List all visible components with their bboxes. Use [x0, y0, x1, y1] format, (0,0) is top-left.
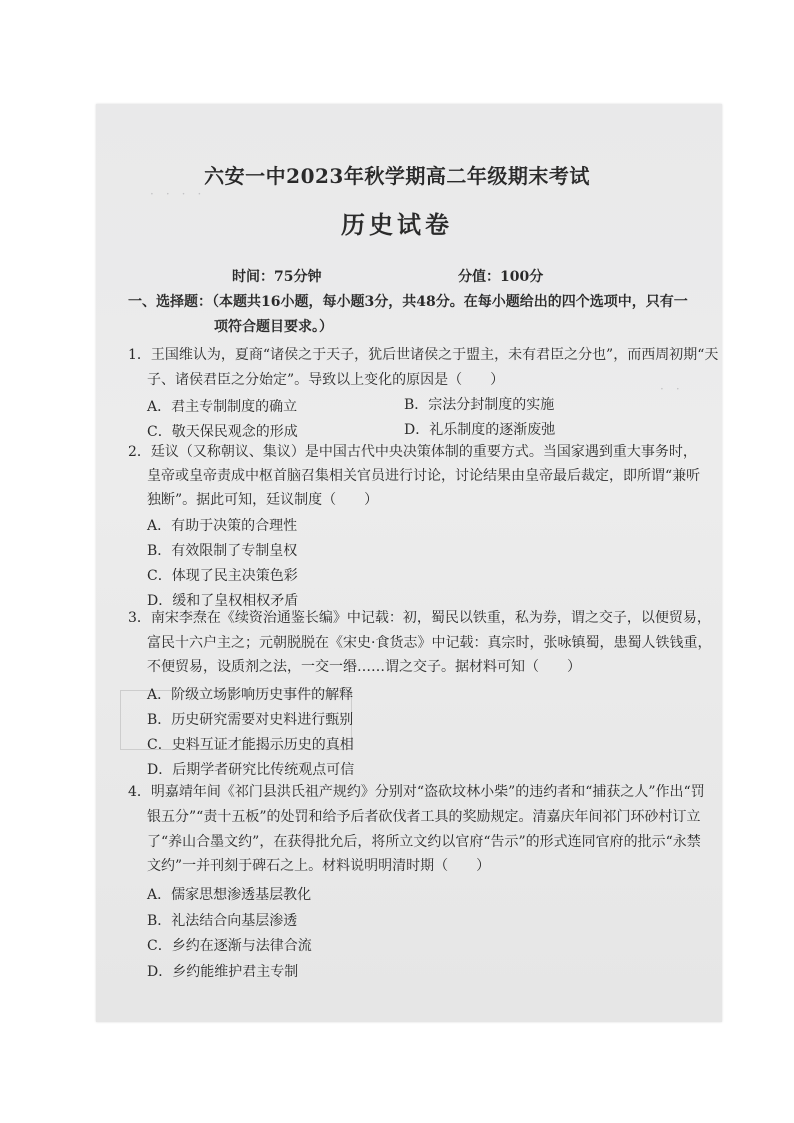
question-2-option-a[interactable]: A．有助于决策的合理性	[147, 518, 298, 534]
question-1-option-d[interactable]: D．礼乐制度的逐渐废弛	[404, 422, 556, 438]
exam-score: 分值：100分	[458, 269, 544, 285]
question-1-option-a[interactable]: A．君主专制制度的确立	[147, 399, 298, 415]
question-4-text: 文约”一并刊刻于碑石之上。材料说明明清时期（ ）	[147, 858, 491, 874]
bleed-through-marks: · ·	[660, 382, 680, 396]
question-2-option-d[interactable]: D．缓和了皇权相权矛盾	[147, 593, 299, 609]
exam-subject: 历史试卷	[341, 210, 453, 239]
question-3-text: 不便贸易，设质剂之法，一交一缗……谓之交子。据材料可知（ ）	[147, 659, 581, 675]
section-heading: 一、选择题：（本题共16小题，每小题3分，共48分。在每小题给出的四个选项中，只有一	[128, 294, 688, 310]
question-3-option-b[interactable]: B．历史研究需要对史料进行甄别	[147, 712, 354, 728]
question-3-text: 富民十六户主之；元朝脱脱在《宋史·食货志》中记载：真宗时，张咏镇蜀，患蜀人铁钱重，	[147, 635, 712, 651]
question-2-text: 2．廷议（又称朝议、集议）是中国古代中央决策体制的重要方式。当国家遇到重大事务时，	[128, 444, 697, 460]
question-2-option-c[interactable]: C．体现了民主决策色彩	[147, 568, 298, 584]
section-heading-continued: 项符合题目要求。）	[214, 319, 333, 335]
question-3-option-c[interactable]: C．史料互证才能揭示历史的真相	[147, 737, 354, 753]
question-1-text: 1．王国维认为，夏商“诸侯之于天子，犹后世诸侯之于盟主，未有君臣之分也”，而西周初期“天	[128, 347, 719, 363]
question-2-text: 皇帝或皇帝责成中枢首脑召集相关官员进行讨论，讨论结果由皇帝最后裁定，即所谓“兼听	[147, 468, 701, 484]
exam-time: 时间：75分钟	[232, 269, 322, 285]
question-1-option-b[interactable]: B．宗法分封制度的实施	[404, 397, 555, 413]
question-4-text: 银五分”“责十五板”的处罚和给予后者砍伐者工具的奖励规定。清嘉庆年间祁门环砂村订立	[147, 809, 701, 825]
question-4-text: 了“养山合墨文约”，在获得批允后，将所立文约以官府“告示”的形式连同官府的批示“永禁	[147, 834, 701, 850]
question-4-text: 4．明嘉靖年间《祁门县洪氏祖产规约》分别对“盗砍坟林小柴”的违约者和“捕获之人”作出“罚	[128, 784, 705, 800]
bleed-through-marks: · · · ·	[150, 187, 202, 201]
question-1-text: 子、诸侯君臣之分始定”。导致以上变化的原因是（ ）	[147, 372, 505, 388]
question-1-option-c[interactable]: C．敬天保民观念的形成	[147, 424, 298, 440]
question-4-option-c[interactable]: C．乡约在逐渐与法律合流	[147, 938, 312, 954]
question-2-text: 独断”。据此可知，廷议制度（ ）	[147, 492, 379, 508]
exam-title: 六安一中2023年秋学期高二年级期末考试	[204, 164, 590, 188]
question-4-option-a[interactable]: A．儒家思想渗透基层教化	[147, 887, 312, 903]
question-4-option-b[interactable]: B．礼法结合向基层渗透	[147, 913, 298, 929]
question-3-text: 3．南宋李焘在《续资治通鉴长编》中记载：初，蜀民以铁重，私为券，谓之交子，以便贸易，	[128, 610, 711, 626]
question-4-option-d[interactable]: D．乡约能维护君主专制	[147, 964, 299, 980]
question-3-option-d[interactable]: D．后期学者研究比传统观点可信	[147, 762, 355, 778]
question-2-option-b[interactable]: B．有效限制了专制皇权	[147, 543, 298, 559]
question-3-option-a[interactable]: A．阶级立场影响历史事件的解释	[147, 687, 354, 703]
